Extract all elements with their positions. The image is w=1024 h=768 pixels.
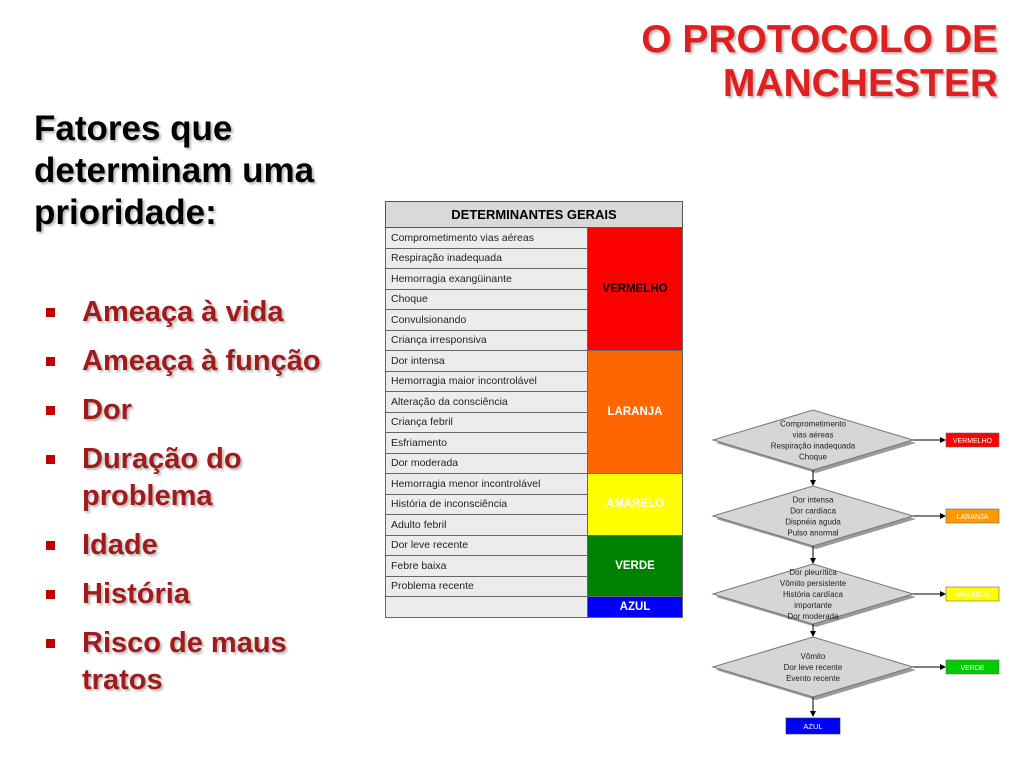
factor-cell: Hemorragia menor incontrolável [386,474,588,495]
decision-text: Dispnéia aguda [785,517,841,527]
bullet-text: História [82,578,190,610]
decision-text: Vômito [800,652,826,661]
decision-text: Pulso anormal [787,528,839,538]
decision-text: Evento recente [786,674,840,683]
bullet-text: Ameaça à função [82,345,321,377]
priority-category-cell: VERMELHO [588,228,683,351]
decision-text: Vômito persistente [779,579,847,588]
bullet-text: Idade [82,529,158,561]
decision-text: Respiração inadequada [770,441,856,451]
outcome-label: VERDE [960,665,985,672]
factor-cell: Hemorragia exangüinante [386,269,588,290]
factor-cell: Dor intensa [386,351,588,372]
outcome-label: VERMELHO [952,438,993,445]
decision-text: Dor intensa [792,495,834,505]
factor-cell: Alteração da consciência [386,392,588,413]
slide-title: O PROTOCOLO DE MANCHESTER [641,18,998,105]
factor-cell: Problema recente [386,576,588,597]
bullet-text: Duração do problema [82,443,242,512]
factor-cell: Hemorragia maior incontrolável [386,371,588,392]
priority-category-cell: AZUL [588,597,683,618]
factor-cell: Criança febril [386,412,588,433]
final-outcome-label: AZUL [803,722,823,731]
factor-cell: Dor moderada [386,453,588,474]
factor-cell: Dor leve recente [386,535,588,556]
outcome-label: AMARELO [955,592,990,599]
factor-cell: História de inconsciência [386,494,588,515]
factor-cell: Respiração inadequada [386,248,588,269]
factor-cell: Febre baixa [386,556,588,577]
decision-text: Dor leve recente [783,663,843,672]
factor-cell: Choque [386,289,588,310]
decision-text: Dor pleurítica [789,568,837,577]
factor-cell: Comprometimento vias aéreas [386,228,588,249]
decision-text: História cardíaca [782,590,844,599]
bullet-text: Risco de maus tratos [82,627,287,696]
priority-category-cell: VERDE [588,535,683,597]
factor-cell: Convulsionando [386,310,588,331]
bullet-text: Ameaça à vida [82,296,284,328]
bullet-text: Dor [82,394,132,426]
priority-category-cell: LARANJA [588,351,683,474]
factor-cell: Adulto febril [386,515,588,536]
priority-category-cell: AMARELO [588,474,683,536]
table-header: DETERMINANTES GERAIS [386,202,683,228]
decision-text: vias aéreas [792,430,834,440]
factor-cell: Esfriamento [386,433,588,454]
slide-subtitle: Fatores que determinam uma prioridade: [34,109,315,232]
outcome-label: LARANJA [956,514,989,521]
decision-text: Choque [798,452,828,462]
decision-text: Comprometimento [780,419,846,429]
decision-text: importante [794,601,832,610]
decision-text: Dor cardíaca [790,506,836,516]
factor-cell: Criança irresponsiva [386,330,588,351]
decision-text: Dor moderada [787,612,839,621]
